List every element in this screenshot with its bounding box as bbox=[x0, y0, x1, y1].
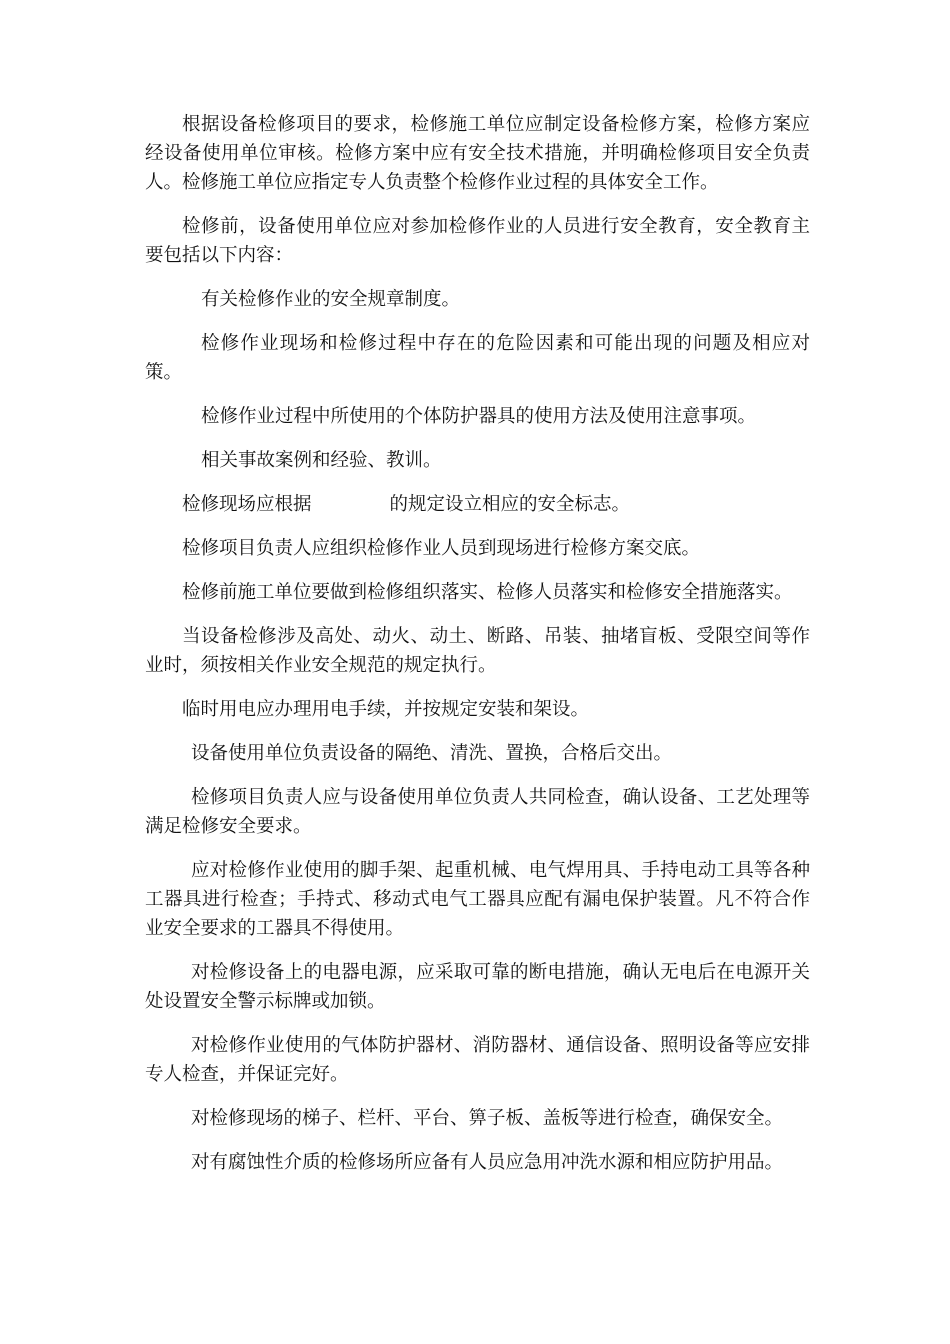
paragraph-isolation-cleaning: 设备使用单位负责设备的隔绝、清洗、置换，合格后交出。 bbox=[191, 743, 673, 764]
list-item-hazards: 检修作业现场和检修过程中存在的危险因素和可能出现的问题及相应对策。 bbox=[145, 333, 810, 383]
safety-signs-text-part1: 检修现场应根据 bbox=[182, 494, 312, 515]
list-item-safety-rules: 有关检修作业的安全规章制度。 bbox=[201, 289, 461, 310]
paragraph-plan-briefing: 检修项目负责人应组织检修作业人员到现场进行检修方案交底。 bbox=[182, 538, 701, 559]
paragraph-corrosive-media: 对有腐蚀性介质的检修场所应备有人员应急用冲洗水源和相应防护用品。 bbox=[191, 1152, 784, 1173]
paragraph-implementation: 检修前施工单位要做到检修组织落实、检修人员落实和检修安全措施落实。 bbox=[182, 582, 793, 603]
paragraph-special-operations: 当设备检修涉及高处、动火、动土、断路、吊装、抽堵盲板、受限空间等作业时，须按相关作业安全规范的规定执行。 bbox=[145, 626, 810, 676]
paragraph-equipment-check: 对检修作业使用的气体防护器材、消防器材、通信设备、照明设备等应安排专人检查，并保证完好。 bbox=[145, 1035, 810, 1085]
list-item-accident-cases: 相关事故案例和经验、教训。 bbox=[201, 450, 442, 471]
paragraph-temporary-power: 临时用电应办理用电手续，并按规定安装和架设。 bbox=[182, 699, 590, 720]
paragraph-safety-signs bbox=[145, 490, 810, 519]
paragraph-joint-inspection: 检修项目负责人应与设备使用单位负责人共同检查，确认设备、工艺处理等满足检修安全要求。 bbox=[145, 787, 810, 837]
paragraph-power-cutoff: 对检修设备上的电器电源，应采取可靠的断电措施，确认无电后在电源开关处设置安全警示标牌或加锁。 bbox=[145, 962, 810, 1012]
paragraph-tool-inspection: 应对检修作业使用的脚手架、起重机械、电气焊用具、手持电动工具等各种工器具进行检查；手持式、移动式电气工器具应配有漏电保护装置。凡不符合作业安全要求的工器具不得使用。 bbox=[145, 860, 810, 939]
document-body bbox=[145, 110, 810, 1192]
paragraph-safety-education: 检修前，设备使用单位应对参加检修作业的人员进行安全教育，安全教育主要包括以下内容： bbox=[145, 216, 810, 266]
paragraph-site-facilities: 对检修现场的梯子、栏杆、平台、箅子板、盖板等进行检查，确保安全。 bbox=[191, 1108, 784, 1129]
paragraph-maintenance-plan: 根据设备检修项目的要求，检修施工单位应制定设备检修方案，检修方案应经设备使用单位审核。检修方案中应有安全技术措施，并明确检修项目安全负责人。检修施工单位应指定专人负责整个检修作业过程的具体安全工作。 bbox=[145, 114, 810, 193]
list-item-protective-equipment: 检修作业过程中所使用的个体防护器具的使用方法及使用注意事项。 bbox=[201, 406, 757, 427]
safety-signs-text-part2: 的规定设立相应的安全标志。 bbox=[389, 494, 631, 515]
